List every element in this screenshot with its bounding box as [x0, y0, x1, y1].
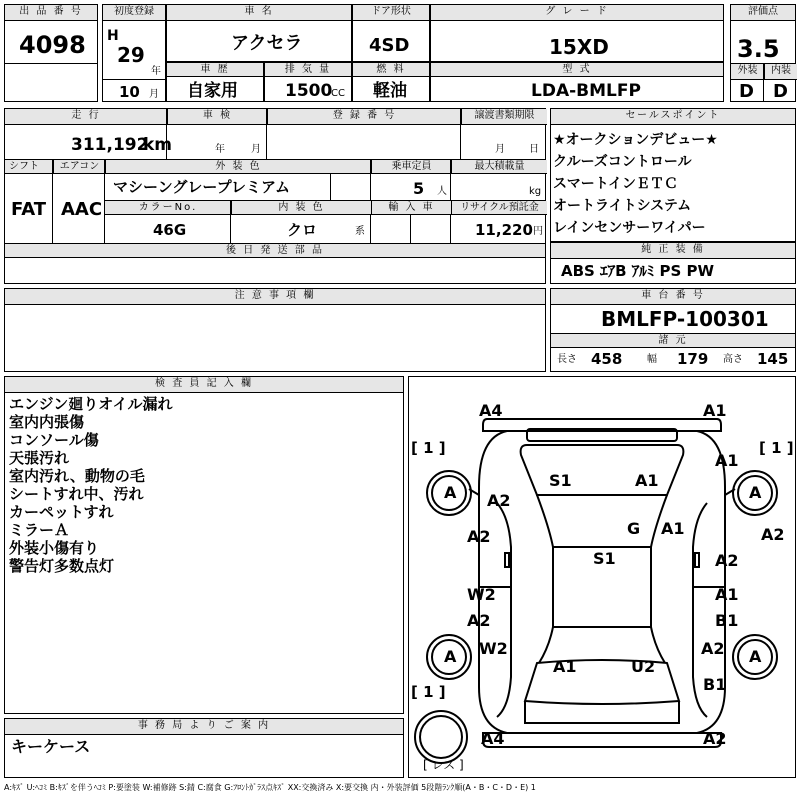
spec-label: 諸 元 [551, 334, 795, 348]
displacement-label: 排 気 量 [265, 63, 351, 77]
inspector-note: コンソール傷 [9, 431, 99, 449]
mark-hood-left: S1 [549, 471, 572, 490]
mark-right-fender: A1 [661, 519, 685, 538]
first-registration-label: 初度登録 [103, 5, 165, 21]
mark-far-right-top: A1 [715, 451, 739, 470]
air-conditioner: AAC [61, 199, 103, 220]
door-type: 4SD [369, 35, 410, 56]
width: 179 [677, 350, 709, 368]
history-label: 車 歴 [167, 63, 263, 77]
mark-windshield: G [627, 519, 641, 538]
car-name-label: 車 名 [167, 5, 351, 21]
mark-left-door-rear: A2 [467, 611, 491, 630]
mark-rear-right: A2 [703, 729, 727, 748]
chassis-label: 車 台 番 号 [551, 289, 795, 305]
office-box [4, 718, 404, 778]
mark-front-left: A4 [479, 401, 503, 420]
interior-grade: D [773, 81, 788, 102]
equipment: ABS ｴｱB ｱﾙﾐ PS PW [561, 262, 715, 280]
mark-wheel-rl: A [444, 647, 457, 666]
lot-number-box [4, 4, 98, 102]
registration-year: 29 [117, 43, 145, 67]
later-parts-label: 後 日 発 送 部 品 [5, 244, 545, 258]
mark-far-right-mid: A2 [761, 525, 785, 544]
mark-right-bracket: [ 1 ] [759, 439, 794, 457]
inspection-label: 車 検 [167, 109, 267, 125]
max-load-label: 最大積載量 [451, 160, 547, 174]
mark-left-door-rear-w: W2 [467, 585, 496, 604]
mark-wheel-fl: A [444, 483, 457, 502]
mileage: 311,192 [71, 135, 149, 155]
mark-left-door-front: A2 [467, 527, 491, 546]
mark-trunk-right: U2 [631, 657, 656, 676]
model-label: 型 式 [431, 63, 723, 77]
first-registration-box: 初度登録 H 29 年 10 月 [102, 4, 166, 102]
inspector-note: カーペットすれ [9, 503, 114, 521]
mark-bottom-left-bracket: [ 1 ] [411, 683, 446, 701]
mark-right-door-rear2: B1 [715, 611, 739, 630]
inspector-note: 外装小傷有り [9, 539, 100, 557]
lot-number: 4098 [19, 31, 86, 59]
mark-hood-right: A1 [635, 471, 659, 490]
mark-front-right: A1 [703, 401, 727, 420]
transfer-label: 譲渡書類期限 [461, 109, 547, 125]
inspector-box [4, 376, 404, 714]
exterior-grade: D [739, 81, 754, 102]
sales-points-box [550, 108, 796, 242]
office-label: 事 務 局 よ り ご 案 内 [5, 719, 403, 735]
capacity: 5 [413, 179, 425, 198]
registration-month: 10 [119, 83, 140, 101]
car-name: アクセラ [231, 33, 303, 54]
sales-point-item: レインセンサーワイパー [553, 220, 706, 236]
reg-number-label: 登 録 番 号 [267, 109, 461, 125]
inspector-note: ミラーＡ [9, 521, 70, 539]
inspector-notes [9, 395, 173, 575]
model-code: LDA-BMLFP [531, 81, 641, 101]
mark-right-door-rear: A1 [715, 585, 739, 604]
era: H [107, 28, 119, 44]
equipment-box [550, 242, 796, 284]
office-note: キーケース [11, 737, 91, 756]
mark-wheel-rr: A [749, 647, 762, 666]
height: 145 [757, 350, 789, 368]
shift: FAT [11, 199, 47, 220]
mark-roof: S1 [593, 549, 616, 568]
fuel-label: 燃 料 [353, 63, 429, 77]
lot-number-label: 出 品 番 号 [5, 5, 97, 21]
mileage-label: 走 行 [5, 109, 167, 125]
mark-wheel-fr: A [749, 483, 762, 502]
mark-left-bracket: [ 1 ] [411, 439, 446, 457]
caution-box [4, 288, 546, 372]
door-label: ドア形状 [353, 5, 429, 21]
car-outline-svg [409, 377, 795, 777]
car-diagram [408, 376, 796, 778]
equipment-label: 純 正 装 備 [551, 243, 795, 259]
color-number: 46G [153, 221, 187, 239]
interior-color-label: 内 装 色 [231, 201, 371, 215]
fuel: 軽油 [373, 81, 407, 101]
grade-label: グ レ ー ド [431, 5, 723, 21]
evaluation-label: 評価点 [731, 5, 795, 21]
shift-label: シフト [5, 160, 53, 174]
history-box [166, 62, 264, 102]
history: 自家用 [187, 81, 238, 101]
exterior-color: マシーングレープレミアム [113, 178, 291, 196]
chassis-box: 車 台 番 号 BMLFP-100301 諸 元 長さ 458 幅 179 高さ 145 [550, 288, 796, 372]
mark-right-door-front: A2 [715, 551, 739, 570]
capacity-label: 乗車定員 [371, 160, 451, 174]
door-box [352, 4, 430, 62]
grade: 15XD [549, 35, 609, 59]
inspector-note: 警告灯多数点灯 [9, 557, 115, 575]
recycle-label: リサイクル預託金 [451, 201, 547, 215]
inspector-note: シートすれ中、汚れ [9, 485, 144, 503]
mark-right-quarter: A2 [701, 639, 725, 658]
sales-point-item: オートライトシステム [553, 198, 692, 214]
evaluation-score: 3.5 [737, 35, 780, 63]
model-box [430, 62, 724, 102]
car-name-box [166, 4, 352, 62]
inspector-note: 室内汚れ、動物の毛 [9, 467, 145, 485]
grade-box [430, 4, 724, 62]
displacement-box: 排 気 量 1500 CC [264, 62, 352, 102]
sales-point-item: スマートインＥＴＣ [553, 176, 679, 192]
chassis-number: BMLFP-100301 [601, 307, 769, 331]
length: 458 [591, 350, 623, 368]
color-no-label: カラーNo. [105, 201, 231, 215]
evaluation-box [730, 4, 796, 102]
mark-rear-left: A4 [481, 729, 505, 748]
import-label: 輸 入 車 [371, 201, 451, 215]
mark-right-quarter2: B1 [703, 675, 727, 694]
sales-points-list [553, 129, 718, 239]
inspector-note: エンジン廻りオイル漏れ [9, 395, 173, 413]
fuel-box [352, 62, 430, 102]
mark-trunk-left: A1 [553, 657, 577, 676]
color-label: 外 装 色 [105, 160, 371, 174]
interior-label: 内装 [764, 64, 797, 80]
mark-left-quarter: W2 [479, 639, 508, 658]
inspector-note: 室内内張傷 [9, 413, 85, 431]
inspector-note: 天張汚れ [9, 449, 70, 467]
displacement: 1500 [285, 81, 333, 101]
sales-points-label: セールスポイント [551, 109, 795, 125]
inspector-label: 検 査 員 記 入 欄 [5, 377, 403, 393]
recycle-fee: 11,220 [475, 221, 533, 239]
spare-tire-label: [ レス ] [423, 758, 464, 772]
vehicle-details-box: 走 行 車 検 登 録 番 号 譲渡書類期限 311,192 km 年 月 月 日 シフト エアコン 外 装 色 乗車定員 最大積載量 FAT AAC マシーングレープレミアム 5 人 kg カラーNo. 内 装 色 輸 入 車 リサイクル預託金 46G クロ 系 11,220 円 後 日 発 送 部 品 [4, 108, 546, 284]
damage-legend: A:ｷｽﾞ U:ﾍｺﾐ B:ｷｽﾞを伴うﾍｺﾐ P:要塗装 W:補修跡 S:錆 C:腐食 G:ﾌﾛﾝﾄｶﾞﾗｽ点ｷｽﾞ XX:交換済み X:要交換 内・外装評価 5段階ﾗﾝｸ順(A・B・C・D・E) 1 [4, 783, 536, 792]
ac-label: エアコン [53, 160, 105, 174]
sales-point-item: クルーズコントロール [553, 154, 692, 170]
exterior-label: 外装 [731, 64, 764, 80]
interior-color: クロ [287, 221, 318, 239]
sales-point-item: ★オークションデビュー★ [553, 132, 718, 148]
caution-label: 注 意 事 項 欄 [5, 289, 545, 305]
mark-left-fender: A2 [487, 491, 511, 510]
